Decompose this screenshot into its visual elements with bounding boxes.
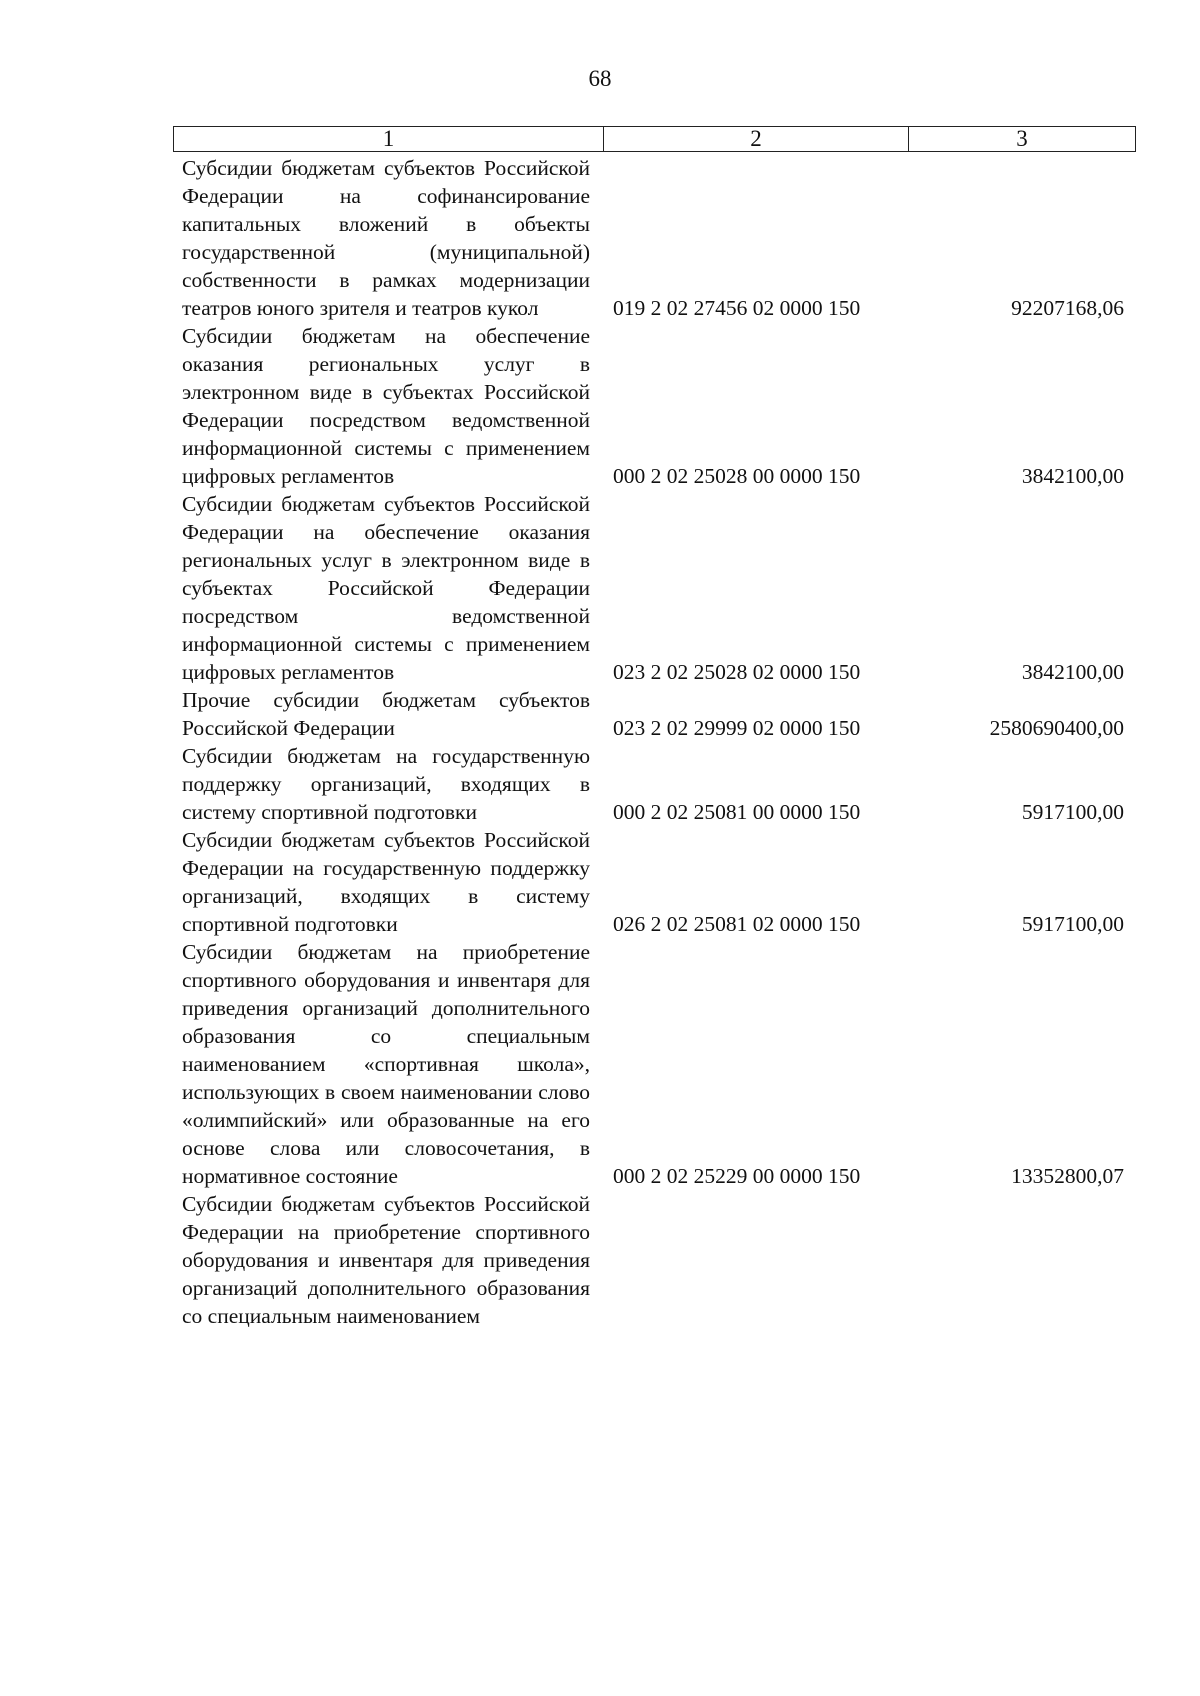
table-row bbox=[0, 938, 1200, 1190]
row-amount: 2580690400,00 bbox=[989, 716, 1124, 740]
row-amount: 3842100,00 bbox=[1021, 464, 1124, 488]
row-description: Субсидии бюджетам на обеспечение оказания региональных услуг в электронном виде в субъектах Российской Федерации посредством ведомственной информационной системы с применением цифровых регламентов bbox=[182, 324, 590, 488]
row-description: Субсидии бюджетам субъектов Российской Федерации на софинансирование капитальных вложений в объекты государственной (муниципальной) собственности в рамках модернизации театров юного зрителя и театров кукол bbox=[182, 156, 590, 320]
row-amount: 3842100,00 bbox=[1021, 660, 1124, 684]
page-number: 68 bbox=[588, 66, 612, 91]
table-row bbox=[0, 742, 1200, 826]
row-code: 000 2 02 25229 00 0000 150 bbox=[613, 1164, 861, 1188]
column-header-1: 1 bbox=[174, 127, 604, 151]
row-code: 000 2 02 25081 00 0000 150 bbox=[613, 800, 861, 824]
table-header bbox=[173, 126, 1136, 152]
row-description: Субсидии бюджетам субъектов Российской Федерации на государственную поддержку организаций, входящих в систему спортивной подготовки bbox=[182, 828, 590, 936]
table-row bbox=[0, 490, 1200, 686]
row-code: 023 2 02 25028 02 0000 150 bbox=[613, 660, 861, 684]
table-row bbox=[0, 686, 1200, 742]
row-amount: 92207168,06 bbox=[1011, 296, 1124, 320]
row-amount: 13352800,07 bbox=[1011, 1164, 1124, 1188]
table-row bbox=[0, 154, 1200, 322]
table-row bbox=[0, 322, 1200, 490]
row-amount: 5917100,00 bbox=[1021, 912, 1124, 936]
row-description: Субсидии бюджетам субъектов Российской Федерации на обеспечение оказания региональных услуг в электронном виде в субъектах Российской Федерации посредством ведомственной информационной системы с применением цифровых регламентов bbox=[182, 492, 590, 684]
table-row bbox=[0, 1190, 1200, 1330]
column-header-3: 3 bbox=[1016, 126, 1028, 151]
row-amount: 5917100,00 bbox=[1021, 800, 1124, 824]
row-code: 023 2 02 29999 02 0000 150 bbox=[613, 716, 861, 740]
row-description: Субсидии бюджетам на приобретение спортивного оборудования и инвентаря для приведения организаций дополнительного образования со специальным наименованием «спортивная школа», использующих в своем наименовании слово «олимпийский» или образованные на его основе слова или словосочетания, в нормативное состояние bbox=[182, 940, 590, 1188]
row-description: Субсидии бюджетам на государственную поддержку организаций, входящих в систему спортивной подготовки bbox=[182, 744, 590, 824]
row-description: Прочие субсидии бюджетам субъектов Российской Федерации bbox=[182, 688, 590, 740]
table-body bbox=[0, 154, 1200, 1330]
row-code: 026 2 02 25081 02 0000 150 bbox=[613, 912, 861, 936]
table-row bbox=[0, 826, 1200, 938]
column-header-2: 2 bbox=[604, 127, 909, 151]
row-description: Субсидии бюджетам субъектов Российской Федерации на приобретение спортивного оборудования и инвентаря для приведения организаций дополнительного образования со специальным наименованием bbox=[182, 1192, 590, 1328]
row-code: 000 2 02 25028 00 0000 150 bbox=[613, 464, 861, 488]
row-code: 019 2 02 27456 02 0000 150 bbox=[613, 296, 861, 320]
